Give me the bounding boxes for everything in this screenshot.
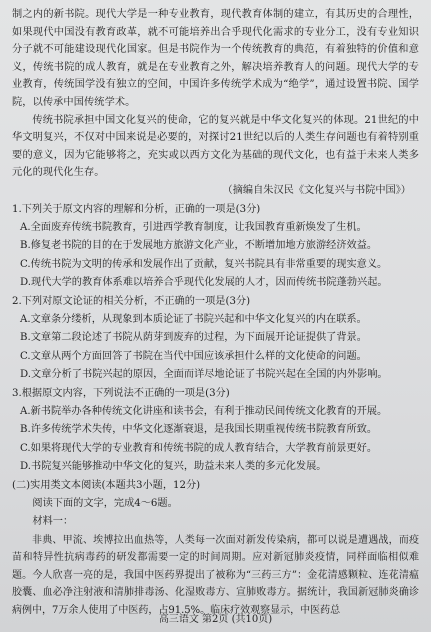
- section-heading: (二)实用类文本阅读(本题共3小题，12分): [12, 479, 201, 491]
- answer-option-b: B.许多传统学术失传，中华文化逐渐衰退，是我国长期重视传统书院教育所致。: [20, 424, 378, 436]
- answer-option-c: C.传统书院为文明的传承和发展作出了贡献，复兴书院具有非常重要的现实意义。: [20, 258, 388, 270]
- material-label: 材料一：: [32, 516, 74, 528]
- passage-paragraph: 传统书院承担中国文化复兴的使命，它的复兴就是中华文化复兴的体现。21世纪的中华文明复兴，不仅对中国来说是必要的，对探讨21世纪以后的人类生存问题也有着特别重要的意义，因为它能够将之，充实或以西方文化为基础的现代文化，也有益于未来人类多元化的现代化生存。: [12, 114, 419, 179]
- question-stem: 2.下列对原文论证的相关分析，不正确的一项是(3分): [12, 295, 251, 307]
- answer-option-b: B.修复老书院的目的在于发展地方旅游文化产业，不断增加地方旅游经济效益。: [20, 240, 378, 252]
- passage-paragraph: 制之内的新书院。现代大学是一种专业教育，现代教育体制的建立，有其历史的合理性，如果现代中国没有教育政革，就不可能培养出合乎现代化需求的专业分工，没有专业知识分子就不可能建设现代化国家。但是书院作为一个传统教育的典范，有着独特的价值和意义，传统书院的成人教育，就是在专业教育之外，解决培养教育人的问题。现代大学的专业教育，传统国学没有独立的空间，中国许多传统学术成为“绝学”，通过设置书院、国学院，以传承中国传统学术。: [12, 9, 419, 108]
- question-stem: 1.下列关于原文内容的理解和分析，正确的一项是(3分): [12, 203, 261, 215]
- answer-option-a: A.新书院举办各种传统文化讲座和读书会，有利于推动民间传统文化教育的开展。: [20, 406, 388, 418]
- question-1: [12, 201, 419, 292]
- answer-option-b: B.文章第二段论述了书院从荫芽到废弃的过程，为下面展开论证提供了背景。: [20, 332, 367, 344]
- source-citation: （摘编自朱汉民《文化复兴与书院中国》）: [222, 184, 411, 196]
- material-text: 非典、甲流、埃博拉出血热等，人类每一次面对新发传染病，都可以说是遭遇战，而疫苗和特异性抗病毒药的研发都需要一定的时间周期。应对新冠肺炎疫情，同样面临相似难题。今人欣喜一亮的是，我国中医药界提出了被称为“三药三方”：金花清感颗粒、连花清瘟胶囊、血必净注射液和清肺排毒汤、化湿败毒方、宣肺败毒方。据统计，我国新冠肺炎确诊病例中，7万余人使用了中医药，占91.5%。临床疗效观察显示，中医药总: [12, 534, 419, 616]
- answer-option-c: C.文章从两个方面回答了书院在当代中国应该承担什么样的文化使命的问题。: [20, 350, 367, 362]
- section-instruction: 阅读下面的文字，完成4～6题。: [32, 498, 178, 510]
- reading-passage: [12, 6, 419, 200]
- answer-option-d: D.书院复兴能够推动中华文化的复兴，助益未来人类的多元化发展。: [20, 460, 327, 472]
- page-footer: 高三语文 第2页 (共10页): [158, 614, 273, 625]
- answer-option-c: C.如果将现代大学的专业教育和传统书院的成人教育结合，大学教育前景更好。: [20, 442, 378, 454]
- question-3: [12, 385, 419, 476]
- question-2: [12, 293, 419, 384]
- answer-option-d: D.文章分析了书院兴起的原因，全面而详尽地论证了书院兴起在全国的内外影响。: [20, 368, 388, 380]
- question-stem: 3.根据原文内容，下列说法不正确的一项是(3分): [12, 387, 230, 399]
- answer-option-a: A.文章条分缕析，从现象到本质论证了书院兴起和中华文化复兴的内在联系。: [20, 314, 367, 326]
- answer-option-a: A.全面废弃传统书院教育，引进西学教育制度，让我国教育重新焕发了生机。: [20, 222, 367, 234]
- practical-text-section: [12, 477, 419, 620]
- answer-option-d: D.现代大学的教育体系难以培养合乎现代化发展的人才，因而传统书院蓬勃兴起。: [20, 276, 388, 288]
